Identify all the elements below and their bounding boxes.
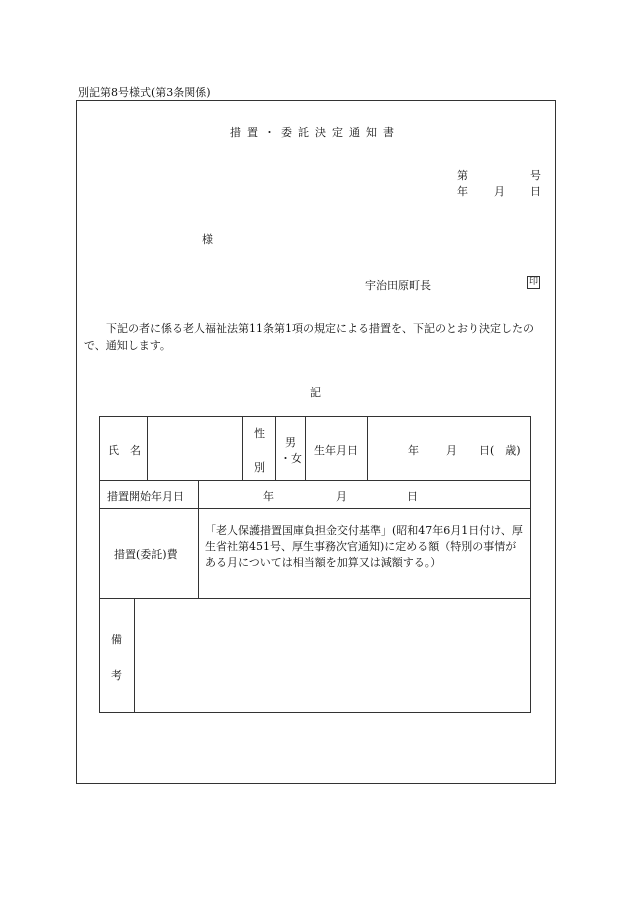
date-day: 日 [530, 185, 541, 198]
issuer-name: 宇治田原町長 [365, 279, 431, 292]
fee-label-cell [99, 508, 199, 599]
start-year: 年 [263, 490, 274, 503]
start-label: 措置開始年月日 [107, 490, 184, 503]
sex-label-2: 別 [254, 461, 265, 474]
birth-month: 月 [446, 444, 457, 457]
name-label-cell [99, 416, 148, 481]
seal-mark: 印 [528, 277, 538, 287]
doc-number-label: 第 [457, 169, 468, 182]
name-label: 氏 名 [108, 444, 141, 457]
birth-label-cell [305, 416, 368, 481]
start-value-cell[interactable] [198, 480, 531, 509]
name-value-cell[interactable] [147, 416, 243, 481]
document-title: 措置・委託決定通知書 [230, 126, 400, 139]
sex-female: ・女 [280, 452, 302, 465]
remarks-value-cell[interactable] [134, 598, 531, 713]
addressee-suffix: 様 [202, 233, 213, 246]
notice-body: 下記の者に係る老人福祉法第11条第1項の規定による措置を、下記のとおり決定したので、通知します。 [84, 322, 534, 352]
sex-label-cell [242, 416, 276, 481]
ki-label: 記 [310, 386, 321, 399]
birth-label: 生年月日 [314, 444, 358, 457]
start-day: 日 [407, 490, 418, 503]
fee-label: 措置(委託)費 [114, 548, 178, 561]
sex-male: 男 [285, 436, 296, 449]
fee-description: 「老人保護措置国庫負担金交付基準」(昭和47年6月1日付け、厚生省社第451号、厚生事務次官通知)に定める額（特別の事情がある月については相当額を加算又は減額する。） [205, 524, 523, 569]
sex-label-1: 性 [254, 427, 265, 440]
birth-day-age: 日( 歳) [479, 444, 521, 457]
doc-number-suffix: 号 [530, 169, 541, 182]
start-label-cell [99, 480, 199, 509]
birth-value-cell[interactable] [367, 416, 531, 481]
date-year: 年 [457, 185, 468, 198]
birth-year: 年 [408, 444, 419, 457]
date-month: 月 [494, 185, 505, 198]
remarks-label-cell [99, 598, 135, 713]
start-month: 月 [336, 490, 347, 503]
remarks-label-2: 考 [111, 669, 122, 682]
form-reference: 別記第8号様式(第3条関係) [78, 86, 211, 99]
remarks-label-1: 備 [111, 633, 122, 646]
sex-value-cell[interactable] [275, 416, 306, 481]
